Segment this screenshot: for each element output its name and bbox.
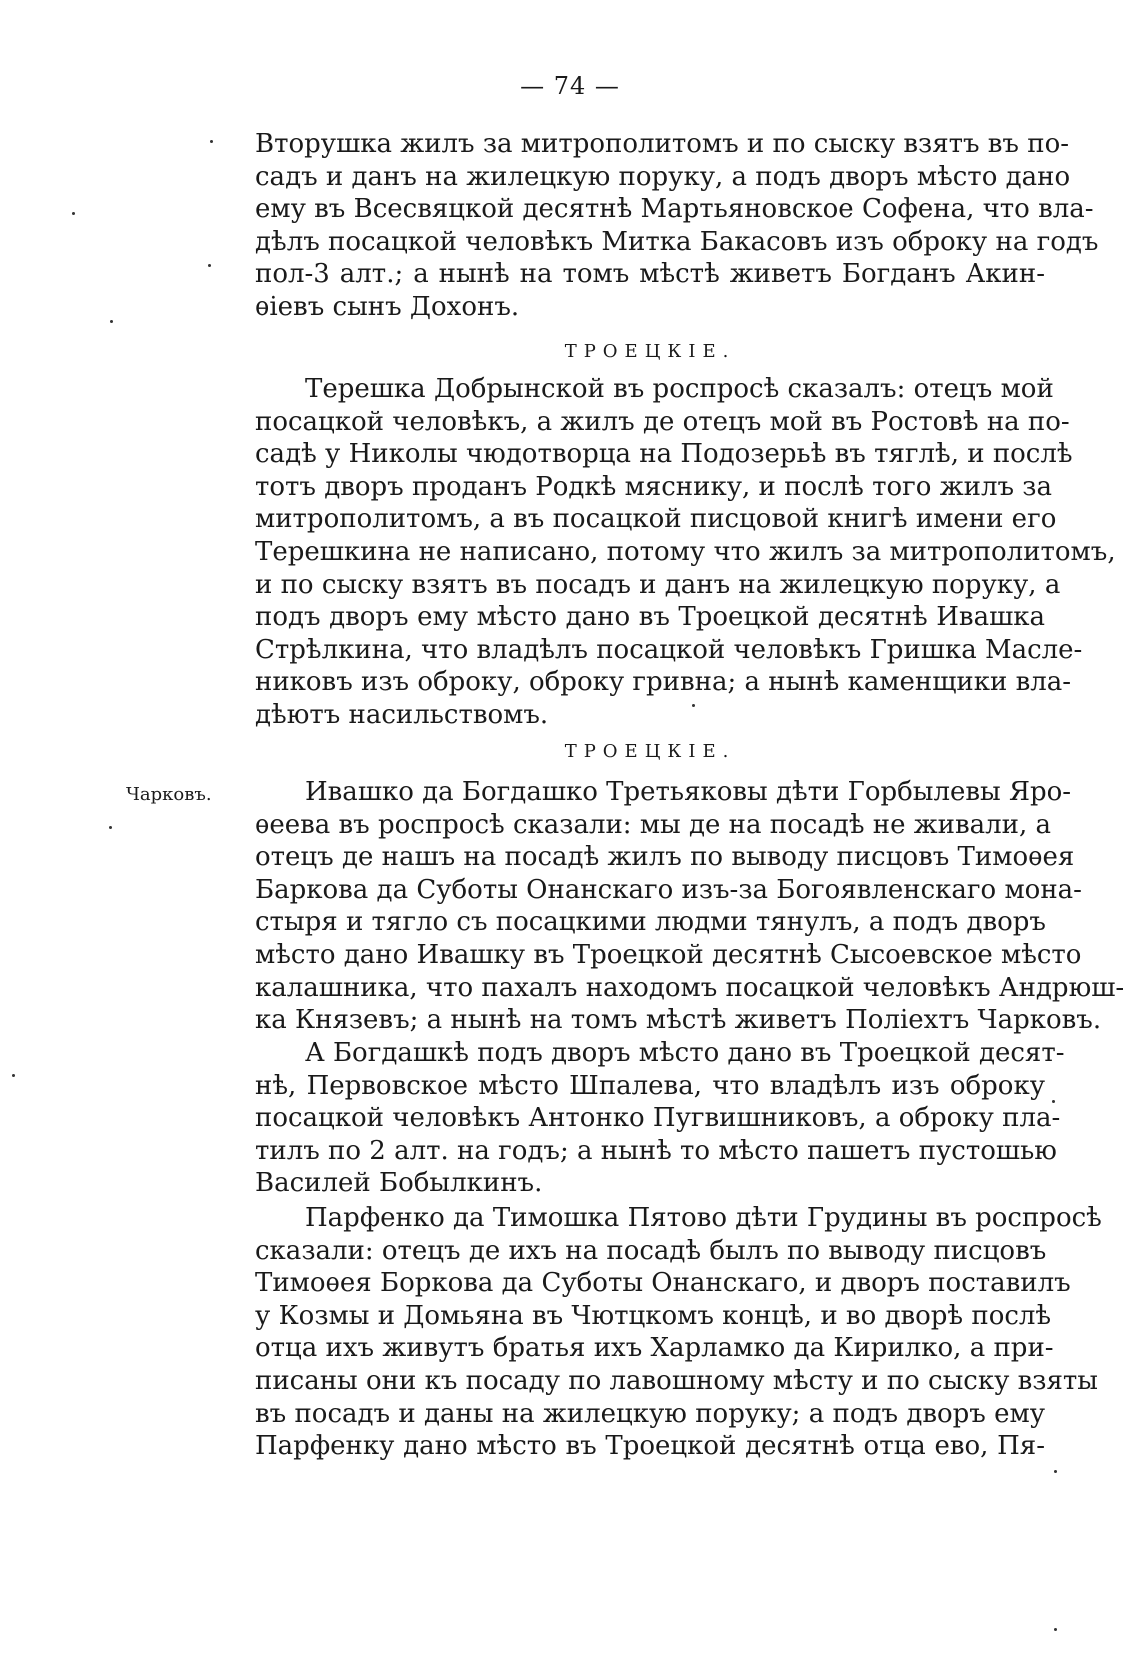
- scan-speck: [1054, 1470, 1057, 1473]
- text-line: ѳеева въ роспросѣ сказали: мы де на посадѣ не живали, а: [255, 809, 1052, 840]
- text-line: мѣсто дано Ивашку въ Троецкой десятнѣ Сысоевское мѣсто: [255, 939, 1082, 970]
- text-line: садѣ у Николы чюдотворца на Подозерьѣ въ тяглѣ, и послѣ: [255, 439, 1073, 470]
- text-line: стыря и тягло съ посацкими людми тянулъ, а подъ дворъ: [255, 907, 1046, 938]
- text-line: Терешка Добрынской въ роспросѣ сказалъ: отецъ мой: [305, 374, 1054, 404]
- text-line: дѣлъ посацкой человѣкъ Митка Бакасовъ изъ оброку на годъ: [255, 226, 1099, 257]
- text-line: нѣ, Первовское мѣсто Шпалева, что владѣлъ изъ оброку: [255, 1070, 1045, 1101]
- text-line: никовъ изъ оброку, оброку гривна; а нынѣ каменщики вла-: [255, 667, 1072, 698]
- scan-speck: [1054, 1628, 1057, 1631]
- text-line: писаны они къ посаду по лавошному мѣсту и по сыску взяты: [255, 1365, 1098, 1396]
- text-line: сказали: отецъ де ихъ на посадѣ былъ по выводу писцовъ: [255, 1235, 1047, 1266]
- scan-speck: [110, 320, 113, 323]
- text-line: Вторушка жилъ за митрополитомъ и по сыску взятъ въ по-: [255, 129, 1070, 159]
- paragraph-continuation: [255, 128, 1099, 324]
- scan-speck: [692, 704, 695, 707]
- text-line: Парфенко да Тимошка Пятово дѣти Грудины въ роспросѣ: [305, 1203, 1102, 1233]
- scan-speck: [208, 264, 211, 267]
- text-line: Терешкина не написано, потому что жилъ за митрополитомъ,: [255, 536, 1116, 567]
- text-line: отца ихъ живутъ братья ихъ Харламко да Кирилко, а при-: [255, 1333, 1054, 1364]
- paragraph-tereshka: [255, 373, 1116, 732]
- text-line: ѳіевъ сынъ Дохонъ.: [255, 291, 520, 322]
- section-heading: ТРОЕЦКІЕ.: [564, 341, 736, 362]
- paragraph-ivashko: [255, 776, 1125, 1037]
- text-line: пол-3 алт.; а нынѣ на томъ мѣстѣ живетъ Богданъ Акин-: [255, 259, 1045, 290]
- text-line: Василей Бобылкинъ.: [255, 1168, 543, 1199]
- paragraph-parfenko: [255, 1202, 1102, 1463]
- text-line: посацкой человѣкъ Антонко Пугвишниковъ, а оброку пла-: [255, 1103, 1061, 1134]
- text-line: тилъ по 2 алт. на годъ; а нынѣ то мѣсто пашетъ пустошью: [255, 1135, 1057, 1166]
- text-line: А Богдашкѣ подъ дворъ мѣсто дано въ Троецкой десят-: [305, 1038, 1065, 1068]
- text-line: Парфенку дано мѣсто въ Троецкой десятнѣ отца ево, Пя-: [255, 1431, 1045, 1462]
- text-line: Баркова да Суботы Онанскаго изъ-за Богоявленскаго мона-: [255, 874, 1082, 905]
- text-line: тотъ дворъ проданъ Родкѣ мяснику, и послѣ того жилъ за: [255, 471, 1052, 502]
- section-heading-2: [255, 736, 1045, 768]
- text-line: Стрѣлкина, что владѣлъ посацкой человѣкъ Гришка Масле-: [255, 634, 1083, 665]
- scan-speck: [210, 140, 213, 143]
- text-line: садъ и данъ на жилецкую поруку, а подъ дворъ мѣсто дано: [255, 161, 1071, 192]
- text-line: Ивашко да Богдашко Третьяковы дѣти Горбылевы Яро-: [305, 777, 1072, 807]
- section-heading-1: [255, 336, 1045, 368]
- section-heading: ТРОЕЦКІЕ.: [564, 741, 736, 762]
- text-line: митрополитомъ, а въ посацкой писцовой книгѣ имени его: [255, 504, 1057, 535]
- margin-note: Чарковъ.: [126, 784, 212, 805]
- text-line: ему въ Всесвяцкой десятнѣ Мартьяновское Софена, что вла-: [255, 194, 1094, 225]
- text-line: въ посадъ и даны на жилецкую поруку; а подъ дворъ ему: [255, 1398, 1045, 1429]
- text-line: и по сыску взятъ въ посадъ и данъ на жилецкую поруку, а: [255, 569, 1061, 600]
- text-line: подъ дворъ ему мѣсто дано въ Троецкой десятнѣ Ивашка: [255, 602, 1045, 633]
- text-line: Тимоѳея Боркова да Суботы Онанскаго, и дворъ поставилъ: [255, 1268, 1071, 1299]
- text-line: отецъ де нашъ на посадѣ жилъ по выводу писцовъ Тимоѳея: [255, 842, 1075, 873]
- text-line: ка Князевъ; а нынѣ на томъ мѣстѣ живетъ Поліехтъ Чарковъ.: [255, 1005, 1102, 1036]
- text-line: посацкой человѣкъ, а жилъ де отецъ мой въ Ростовѣ на по-: [255, 406, 1070, 437]
- scan-speck: [1052, 1100, 1055, 1103]
- paragraph-bogdashka: [255, 1037, 1065, 1200]
- text-line: у Козмы и Домьяна въ Чютцкомъ концѣ, и во дворѣ послѣ: [255, 1300, 1052, 1331]
- page-number: — 74 —: [520, 72, 620, 100]
- scan-speck: [109, 826, 112, 829]
- scan-speck: [12, 1074, 15, 1077]
- text-line: калашника, что пахалъ находомъ посацкой человѣкъ Андрюш-: [255, 972, 1125, 1003]
- text-line: дѣютъ насильствомъ.: [255, 699, 549, 730]
- scan-speck: [72, 212, 75, 215]
